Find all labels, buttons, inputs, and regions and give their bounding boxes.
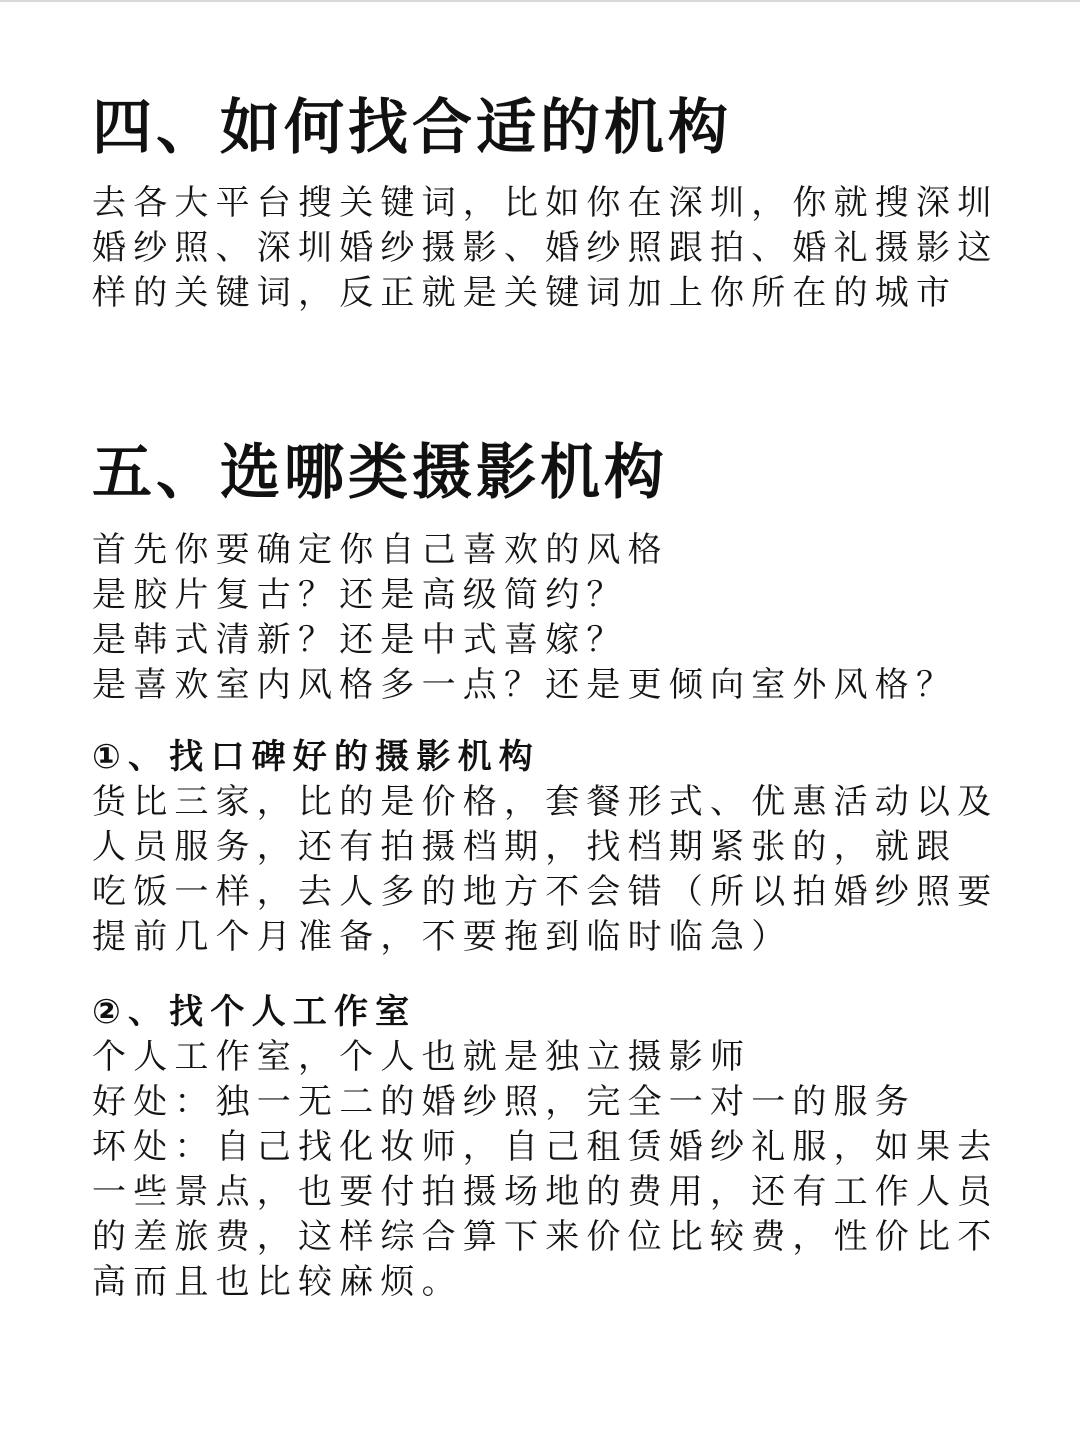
item-2-line: 一些景点，也要付拍摄场地的费用，还有工作人员 (92, 1172, 999, 1212)
section-5-heading: 五、选哪类摄影机构 (92, 438, 668, 508)
item-1-line: 吃饭一样，去人多的地方不会错（所以拍婚纱照要 (92, 872, 999, 912)
item-2-line: 的差旅费，这样综合算下来价位比较费，性价比不 (92, 1217, 999, 1257)
intro-line: 是胶片复古？还是高级简约？ (92, 575, 628, 615)
item-2-line: 好处：独一无二的婚纱照，完全一对一的服务 (92, 1082, 916, 1122)
top-divider (0, 0, 1080, 2)
section-4-heading: 四、如何找合适的机构 (92, 93, 732, 163)
item-2-block (92, 990, 1002, 1305)
item-1-title: ①、找口碑好的摄影机构 (92, 737, 540, 777)
body-line: 去各大平台搜关键词，比如你在深圳，你就搜深圳 (92, 183, 999, 223)
item-1-block (92, 735, 1002, 960)
item-1-line: 提前几个月准备，不要拖到临时临急） (92, 917, 793, 957)
item-2-line: 坏处：自己找化妆师，自己租赁婚纱礼服，如果去 (92, 1127, 999, 1167)
body-line: 样的关键词，反正就是关键词加上你所在的城市 (92, 273, 958, 313)
section-5-intro (92, 528, 1002, 708)
intro-line: 首先你要确定你自己喜欢的风格 (92, 530, 669, 570)
body-line: 婚纱照、深圳婚纱摄影、婚纱照跟拍、婚礼摄影这 (92, 228, 999, 268)
item-1-line: 货比三家，比的是价格，套餐形式、优惠活动以及 (92, 782, 999, 822)
section-4-body (92, 181, 1002, 316)
item-1-line: 人员服务，还有拍摄档期，找档期紧张的，就跟 (92, 827, 958, 867)
item-2-title: ②、找个人工作室 (92, 992, 417, 1032)
intro-line: 是喜欢室内风格多一点？还是更倾向室外风格？ (92, 665, 958, 705)
item-2-line: 个人工作室，个人也就是独立摄影师 (92, 1037, 752, 1077)
item-2-line: 高而且也比较麻烦。 (92, 1262, 463, 1302)
intro-line: 是韩式清新？还是中式喜嫁？ (92, 620, 628, 660)
